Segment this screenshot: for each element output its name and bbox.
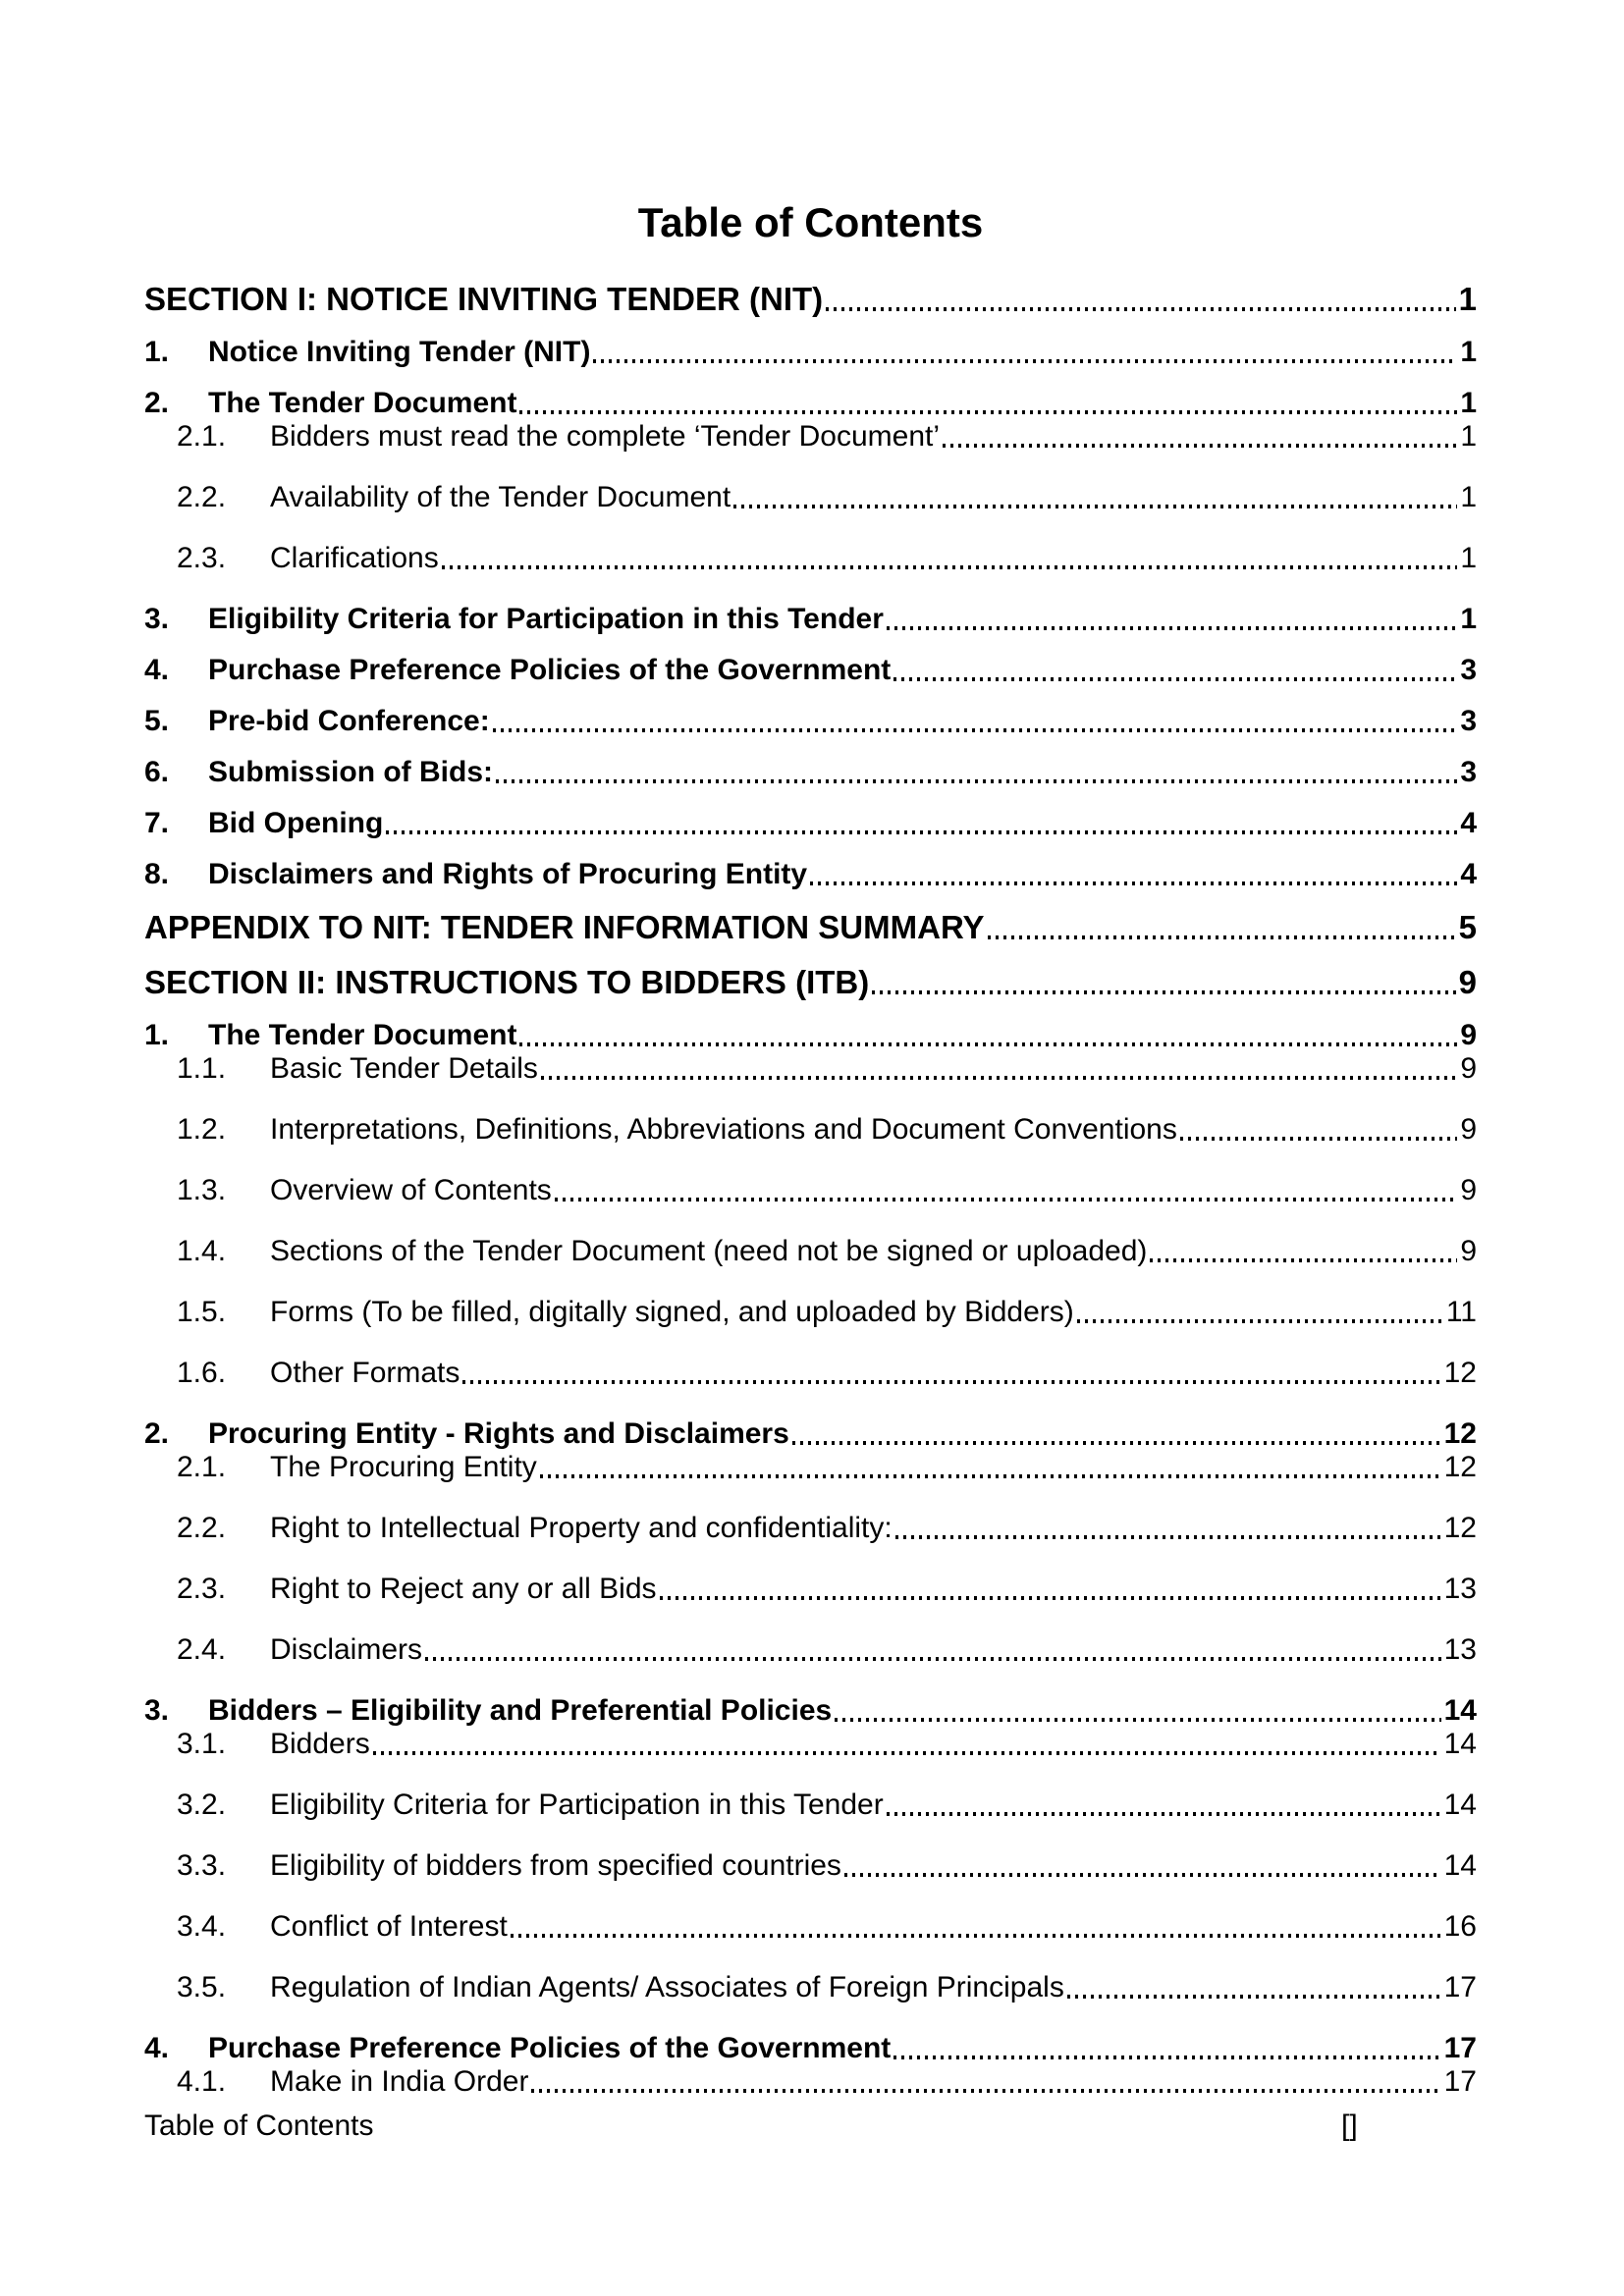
dot-leader: [1067, 1995, 1441, 1999]
toc-list: [144, 281, 1477, 2099]
toc-entry-page: 14: [1443, 1849, 1477, 1882]
toc-entry-page: 12: [1443, 1357, 1477, 1389]
toc-entry: [144, 705, 1477, 738]
toc-entry-page: 9: [1460, 1174, 1477, 1206]
toc-entry-label: Make in India Order: [270, 2065, 529, 2098]
dot-leader: [462, 1380, 1440, 1384]
dot-leader: [1180, 1137, 1457, 1141]
toc-entry-label: The Procuring Entity: [270, 1451, 537, 1483]
toc-entry-page: 17: [1443, 2065, 1477, 2098]
toc-entry-number: 1.6.: [177, 1357, 227, 1389]
toc-entry-label: Basic Tender Details: [270, 1052, 538, 1085]
dot-leader: [810, 881, 1457, 885]
toc-entry: [144, 1019, 1477, 1052]
toc-entry-number: 1.: [144, 336, 170, 368]
toc-entry-page: 1: [1458, 281, 1477, 317]
toc-entry-number: 1.5.: [177, 1296, 227, 1328]
toc-entry-label: Disclaimers and Rights of Procuring Entity: [208, 858, 808, 890]
dot-leader: [887, 1812, 1441, 1816]
toc-entry: [144, 1296, 1477, 1329]
toc-entry-number: 2.2.: [177, 481, 227, 513]
toc-entry: [144, 909, 1477, 946]
toc-entry-number: 3.: [144, 603, 170, 635]
toc-entry: [144, 420, 1477, 454]
toc-entry-page: 9: [1460, 1235, 1477, 1267]
toc-entry: [144, 1235, 1477, 1268]
dot-leader: [593, 359, 1457, 363]
toc-entry-page: 1: [1460, 387, 1477, 419]
toc-entry-number: 2.4.: [177, 1633, 227, 1666]
toc-entry-number: 6.: [144, 756, 170, 788]
toc-entry-label: Pre-bid Conference:: [208, 705, 490, 737]
toc-entry: [144, 2065, 1477, 2099]
toc-entry-number: 5.: [144, 705, 170, 737]
toc-entry: [144, 336, 1477, 369]
dot-leader: [511, 1934, 1441, 1938]
toc-entry-number: 1.: [144, 1019, 170, 1051]
dot-leader: [442, 565, 1458, 569]
toc-entry-number: 4.: [144, 654, 170, 686]
toc-entry-number: 2.: [144, 1417, 170, 1450]
dot-leader: [541, 1076, 1457, 1080]
toc-entry: [144, 281, 1477, 318]
toc-entry-page: 1: [1460, 603, 1477, 635]
toc-entry-label: Other Formats: [270, 1357, 460, 1389]
toc-entry-label: Eligibility of bidders from specified countries: [270, 1849, 841, 1882]
toc-entry: [144, 481, 1477, 514]
toc-entry-label: The Tender Document: [208, 387, 517, 419]
toc-entry-page: 3: [1460, 654, 1477, 686]
dot-leader: [373, 1751, 1441, 1755]
toc-entry-number: 1.2.: [177, 1113, 227, 1146]
toc-entry: [144, 603, 1477, 636]
dot-leader: [660, 1596, 1441, 1600]
toc-entry-page: 11: [1445, 1296, 1477, 1328]
toc-entry-label: The Tender Document: [208, 1019, 517, 1051]
dot-leader: [519, 1042, 1457, 1046]
toc-entry-page: 3: [1460, 756, 1477, 788]
toc-entry-number: 3.2.: [177, 1789, 227, 1821]
dot-leader: [493, 728, 1458, 732]
toc-entry: [144, 858, 1477, 891]
toc-entry-number: 4.1.: [177, 2065, 227, 2098]
toc-entry-number: 3.3.: [177, 1849, 227, 1882]
toc-entry-page: 4: [1460, 807, 1477, 839]
toc-entry-label: SECTION I: NOTICE INVITING TENDER (NIT): [144, 281, 824, 317]
toc-entry: [144, 1512, 1477, 1545]
toc-entry-label: Procuring Entity - Rights and Disclaimers: [208, 1417, 789, 1450]
footer-page-number-placeholder: []: [1341, 2109, 1358, 2142]
toc-entry-label: Regulation of Indian Agents/ Associates of Foreign Principals: [270, 1971, 1064, 2003]
dot-leader: [531, 2089, 1440, 2093]
toc-entry-number: 3.4.: [177, 1910, 227, 1943]
toc-entry-label: Clarifications: [270, 542, 439, 574]
toc-entry-number: 1.4.: [177, 1235, 227, 1267]
toc-entry: [144, 1910, 1477, 1944]
toc-entry-label: Eligibility Criteria for Participation in this Tender: [270, 1789, 884, 1821]
dot-leader: [540, 1474, 1441, 1478]
toc-entry-page: 14: [1443, 1728, 1477, 1760]
toc-entry-page: 13: [1443, 1633, 1477, 1666]
toc-entry: [144, 1357, 1477, 1390]
toc-entry-label: Right to Intellectual Property and confidentiality:: [270, 1512, 893, 1544]
toc-entry-page: 9: [1458, 964, 1477, 1000]
toc-entry-number: 1.3.: [177, 1174, 227, 1206]
toc-entry-number: 2.1.: [177, 420, 227, 453]
toc-entry: [144, 2032, 1477, 2065]
dot-leader: [1150, 1258, 1457, 1262]
toc-entry: [144, 1789, 1477, 1822]
toc-entry-number: 2.2.: [177, 1512, 227, 1544]
toc-entry-number: 4.: [144, 2032, 170, 2064]
toc-entry-number: 1.1.: [177, 1052, 227, 1085]
toc-entry-page: 1: [1460, 336, 1477, 368]
dot-leader: [733, 505, 1457, 508]
toc-entry: [144, 1052, 1477, 1086]
toc-entry-number: 2.3.: [177, 1573, 227, 1605]
dot-leader: [893, 677, 1457, 681]
toc-entry: [144, 1113, 1477, 1147]
toc-entry-label: SECTION II: INSTRUCTIONS TO BIDDERS (ITB): [144, 964, 870, 1000]
toc-entry-number: 7.: [144, 807, 170, 839]
toc-entry-page: 9: [1460, 1019, 1477, 1051]
toc-entry-label: Conflict of Interest: [270, 1910, 508, 1943]
dot-leader: [835, 1718, 1440, 1722]
toc-entry: [144, 1849, 1477, 1883]
dot-leader: [844, 1873, 1441, 1877]
toc-entry-label: Notice Inviting Tender (NIT): [208, 336, 591, 368]
dot-leader: [887, 626, 1457, 630]
toc-entry: [144, 1573, 1477, 1606]
toc-entry: [144, 542, 1477, 575]
toc-entry-label: Submission of Bids:: [208, 756, 494, 788]
toc-entry-number: 3.1.: [177, 1728, 227, 1760]
toc-entry-label: Availability of the Tender Document: [270, 481, 731, 513]
dot-leader: [943, 444, 1457, 448]
dot-leader: [826, 307, 1455, 311]
toc-entry: [144, 1633, 1477, 1667]
toc-entry: [144, 807, 1477, 840]
toc-entry-label: Bidders – Eligibility and Preferential Policies: [208, 1694, 833, 1727]
toc-entry: [144, 1694, 1477, 1728]
toc-entry-page: 1: [1460, 420, 1477, 453]
toc-entry: [144, 756, 1477, 789]
toc-entry-page: 1: [1460, 542, 1477, 574]
footer-title: Table of Contents: [144, 2109, 374, 2142]
toc-entry-page: 9: [1460, 1113, 1477, 1146]
toc-entry: [144, 1451, 1477, 1484]
dot-leader: [425, 1657, 1441, 1661]
dot-leader: [1077, 1319, 1443, 1323]
toc-entry-label: Forms (To be filled, digitally signed, and uploaded by Bidders): [270, 1296, 1074, 1328]
dot-leader: [519, 410, 1457, 414]
toc-entry-label: Sections of the Tender Document (need not be signed or uploaded): [270, 1235, 1148, 1267]
toc-entry-number: 2.3.: [177, 542, 227, 574]
toc-entry-page: 13: [1443, 1573, 1477, 1605]
toc-entry-label: Bidders: [270, 1728, 370, 1760]
toc-entry: [144, 1174, 1477, 1207]
dot-leader: [496, 779, 1457, 783]
page-title: Table of Contents: [637, 199, 984, 245]
toc-entry-label: Interpretations, Definitions, Abbreviations and Document Conventions: [270, 1113, 1177, 1146]
toc-entry-page: 12: [1443, 1512, 1477, 1544]
dot-leader: [895, 1535, 1441, 1539]
toc-entry-number: 2.: [144, 387, 170, 419]
toc-entry-page: 3: [1460, 705, 1477, 737]
toc-entry-page: 17: [1443, 1971, 1477, 2003]
toc-entry-page: 17: [1443, 2032, 1477, 2064]
toc-entry-label: APPENDIX TO NIT: TENDER INFORMATION SUMMARY: [144, 909, 985, 945]
toc-entry: [144, 1728, 1477, 1761]
toc-entry-page: 5: [1458, 909, 1477, 945]
toc-entry-label: Purchase Preference Policies of the Government: [208, 654, 892, 686]
toc-entry-page: 4: [1460, 858, 1477, 890]
dot-leader: [555, 1198, 1458, 1201]
toc-entry: [144, 1971, 1477, 2004]
toc-entry-label: Purchase Preference Policies of the Government: [208, 2032, 892, 2064]
toc-entry-page: 9: [1460, 1052, 1477, 1085]
toc-entry-label: Eligibility Criteria for Participation in this Tender: [208, 603, 884, 635]
dot-leader: [988, 935, 1456, 939]
dot-leader: [386, 830, 1457, 834]
toc-entry: [144, 654, 1477, 687]
toc-entry-label: Right to Reject any or all Bids: [270, 1573, 657, 1605]
toc-entry-label: Bidders must read the complete ‘Tender Document’: [270, 420, 941, 453]
toc-entry: [144, 387, 1477, 420]
toc-entry-number: 3.: [144, 1694, 170, 1727]
toc-entry-page: 14: [1443, 1789, 1477, 1821]
toc-entry-page: 16: [1443, 1910, 1477, 1943]
dot-leader: [792, 1441, 1441, 1445]
toc-entry-number: 8.: [144, 858, 170, 890]
toc-entry: [144, 1417, 1477, 1451]
toc-entry-page: 12: [1443, 1417, 1477, 1450]
toc-entry-page: 1: [1460, 481, 1477, 513]
toc-entry: [144, 964, 1477, 1001]
dot-leader: [893, 2056, 1440, 2059]
toc-entry-number: 2.1.: [177, 1451, 227, 1483]
toc-entry-label: Disclaimers: [270, 1633, 423, 1666]
toc-entry-page: 14: [1443, 1694, 1477, 1727]
toc-entry-page: 12: [1443, 1451, 1477, 1483]
dot-leader: [872, 990, 1455, 994]
toc-entry-label: Overview of Contents: [270, 1174, 552, 1206]
toc-entry-number: 3.5.: [177, 1971, 227, 2003]
toc-entry-label: Bid Opening: [208, 807, 384, 839]
